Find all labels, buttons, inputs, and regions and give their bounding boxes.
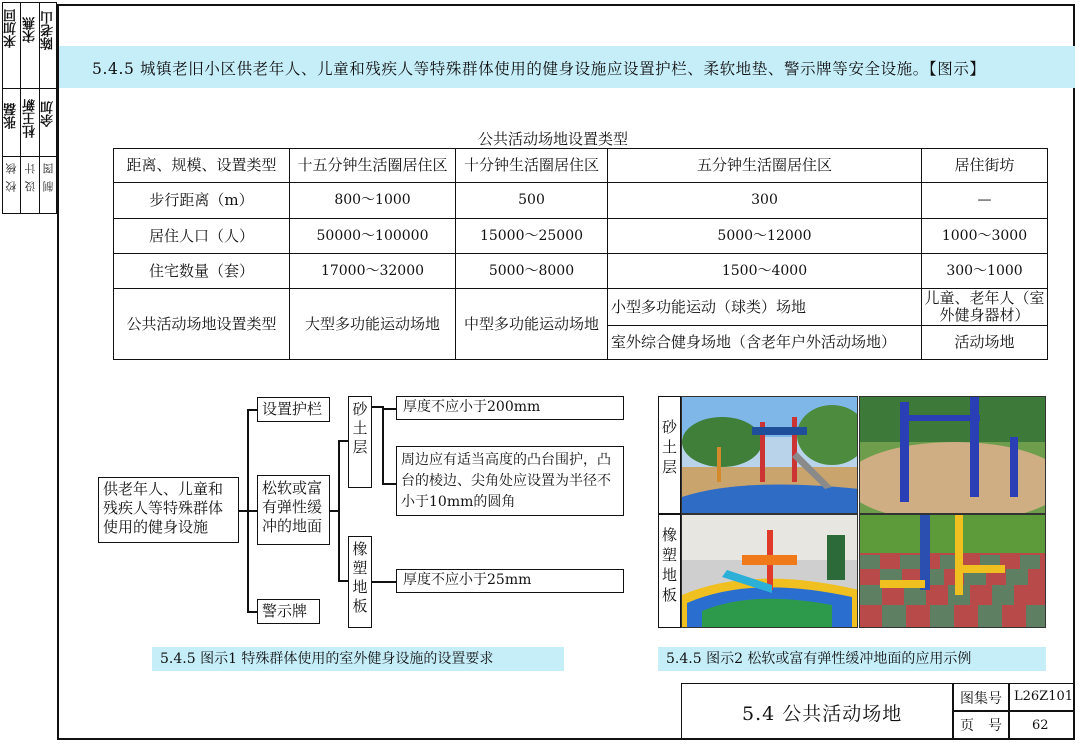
table-title: 公共活动场地设置类型 (478, 130, 629, 148)
branch-soft-box: 松软或富有弹性缓冲的地面 (257, 475, 330, 545)
table-cell: — (922, 183, 1048, 219)
table-cell: 1000～3000 (922, 219, 1048, 254)
photo-label-sand-text: 砂土层 (662, 418, 678, 476)
table-cell: 活动场地 (922, 326, 1048, 360)
row-label: 步行距离（m） (114, 183, 290, 219)
atlas-label: 图集号 (960, 691, 1002, 707)
table-cell: 800～1000 (290, 183, 456, 219)
rubber-floor-box: 橡塑地板 (348, 536, 372, 628)
table-cell: 5000～12000 (608, 219, 922, 254)
photo-sand-fitness (859, 396, 1046, 514)
header-cell: 十分钟生活圈居住区 (456, 149, 608, 183)
table-row (114, 289, 1048, 326)
rubber-thickness-box: 厚度不应小于25mm (396, 569, 624, 593)
signature-4: 张磊 (4, 103, 19, 129)
diagram-root-box: 供老年人、儿童和残疾人等特殊群体使用的健身设施 (98, 477, 239, 543)
header-cell: 居住街坊 (922, 149, 1048, 183)
row-label: 居住人口（人） (114, 219, 290, 254)
table-cell: 50000～100000 (290, 219, 456, 254)
figure1-caption: 5.4.5 图示1 特殊群体使用的室外健身设施的设置要求 (152, 647, 564, 671)
label-ji: 计 (24, 163, 37, 174)
row-label: 公共活动场地设置类型 (114, 289, 290, 360)
branch-sign-box: 警示牌 (257, 599, 320, 624)
header-cell: 十五分钟生活圈居住区 (290, 149, 456, 183)
photo-sand-playground (681, 396, 858, 514)
clause-heading: 5.4.5 城镇老旧小区供老年人、儿童和残疾人等特殊群体使用的健身设施应设置护栏、柔软地垫、警示牌等安全设施。【图示】 (92, 60, 986, 78)
atlas-number: L26Z101 (1014, 689, 1074, 704)
header-cell: 五分钟生活圈居住区 (608, 149, 922, 183)
signature-1: 来加回 (4, 9, 19, 48)
sand-edge-box: 周边应有适当高度的凸台围护，凸台的棱边、尖角处应设置为半径不小于10mm的圆角 (396, 446, 624, 516)
section-title: 5.4 公共活动场地 (742, 703, 903, 725)
table-row (114, 219, 1048, 254)
branch-guard-box: 设置护栏 (257, 397, 330, 422)
row-label: 住宅数量（套） (114, 254, 290, 289)
figure2-caption: 5.4.5 图示2 松软或富有弹性缓冲地面的应用示例 (658, 647, 1046, 671)
signature-5: 杜王新 (23, 99, 38, 138)
table-cell: 17000～32000 (290, 254, 456, 289)
table-cell: 小型多功能运动（球类）场地 (608, 289, 922, 326)
table-cell: 儿童、老年人（室外健身器材） (922, 289, 1048, 326)
label-tu: 图 (42, 163, 55, 174)
page-label: 页 号 (960, 718, 1002, 734)
photo-label-rubber-text: 橡塑地板 (662, 526, 678, 604)
table-row (114, 254, 1048, 289)
table-cell: 5000～8000 (456, 254, 608, 289)
table-cell: 大型多功能运动场地 (290, 289, 456, 360)
table-row (114, 183, 1048, 219)
table-cell: 1500～4000 (608, 254, 922, 289)
label-he: 核 (5, 163, 18, 174)
photo-rubber-playground (681, 514, 858, 628)
label-zhi: 制 (42, 181, 55, 192)
sand-thickness-box: 厚度不应小于200mm (396, 396, 624, 420)
table-cell: 15000～25000 (456, 219, 608, 254)
table-header-row (114, 149, 1048, 183)
table-cell: 300～1000 (922, 254, 1048, 289)
table-cell: 室外综合健身场地（含老年户外活动场地） (608, 326, 922, 360)
header-cell: 距离、规模、设置类型 (114, 149, 290, 183)
label-jiao: 校 (5, 181, 18, 192)
drawing-frame (57, 4, 1075, 740)
page-number: 62 (1032, 718, 1049, 733)
signature-3: 陈老山 (41, 11, 56, 50)
photo-rubber-fitness (859, 514, 1046, 628)
signature-2: 宋燕 (23, 17, 38, 43)
photo-label-rubber (658, 514, 681, 628)
table-cell: 500 (456, 183, 608, 219)
settings-table (113, 148, 1048, 360)
label-she: 设 (24, 181, 37, 192)
table-cell: 中型多功能运动场地 (456, 289, 608, 360)
table-cell: 300 (608, 183, 922, 219)
signature-6: 余加 (41, 101, 56, 127)
photo-label-sand (658, 396, 681, 514)
sand-layer-box: 砂土层 (348, 396, 372, 488)
signature-sidebar (2, 2, 57, 214)
